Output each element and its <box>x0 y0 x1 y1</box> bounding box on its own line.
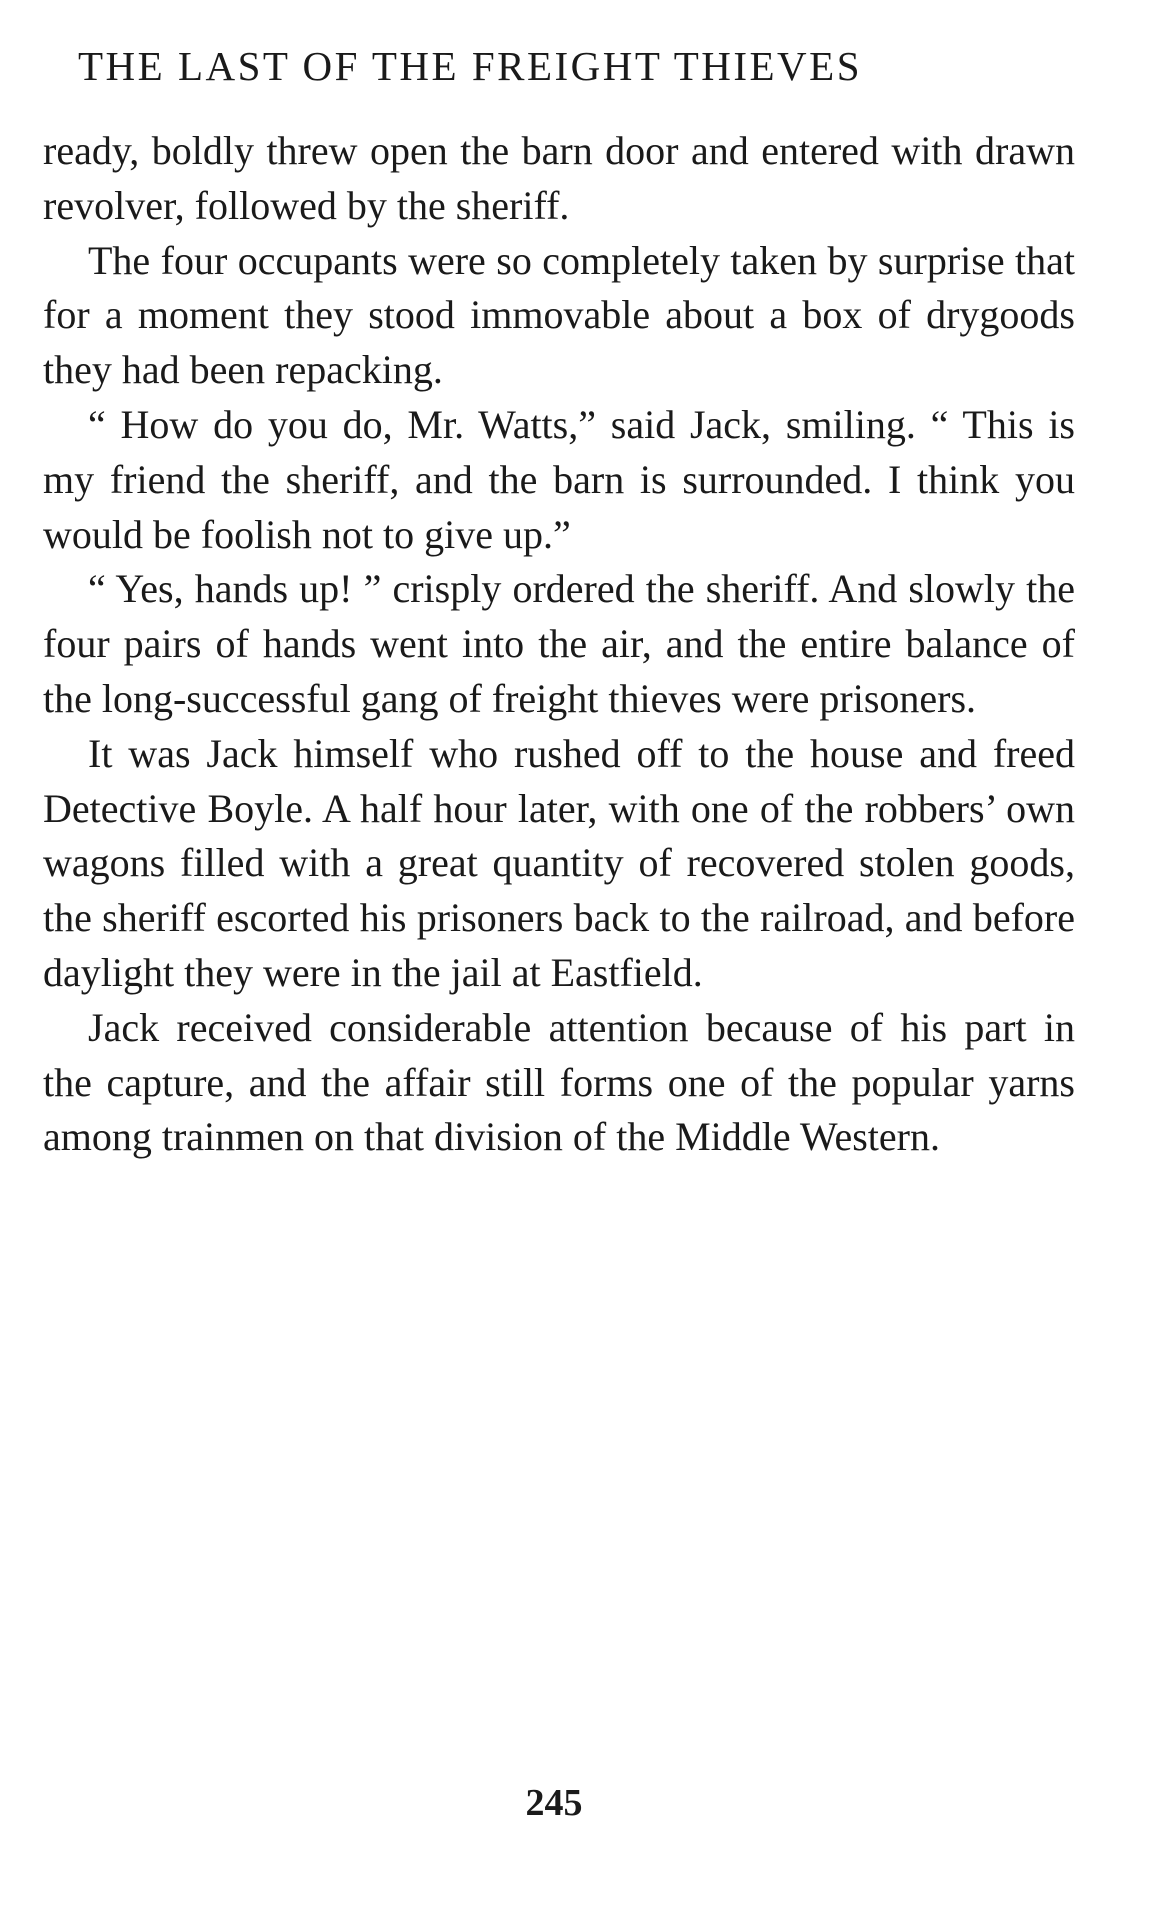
page-number: 245 <box>525 1782 583 1824</box>
paragraph-2: The four occupants were so completely taken by surprise that for a moment they stood immovable about a box of drygoods they had been repacking. <box>43 237 1075 393</box>
paragraph-4: “ Yes, hands up! ” crisply ordered the sheriff. And slowly the four pairs of hands went into the air, and the entire balance of the long-successful gang of freight thieves were prisoners. <box>43 566 1075 721</box>
running-head: THE LAST OF THE FREIGHT THIEVES <box>78 43 863 89</box>
paragraph-1: ready, boldly threw open the barn door and entered with drawn revolver, followed by the sheriff. <box>43 128 1075 228</box>
body-text <box>43 124 1075 1165</box>
paragraph-6: Jack received considerable attention because of his part in the capture, and the affair still forms one of the popular yarns among trainmen on that division of the Middle Western. <box>43 1004 1075 1160</box>
paragraph-3: “ How do you do, Mr. Watts,” said Jack, smiling. “ This is my friend the sheriff, and the barn is surrounded. I think you would be foolish not to give up.” <box>43 401 1075 557</box>
paragraph-5: It was Jack himself who rushed off to the house and freed Detective Boyle. A half hour later, with one of the robbers’ own wagons filled with a great quantity of recovered stolen goods, the sheriff escorted his prisoners back to the railroad, and before daylight they were in the jail at Eastfield. <box>43 730 1075 995</box>
